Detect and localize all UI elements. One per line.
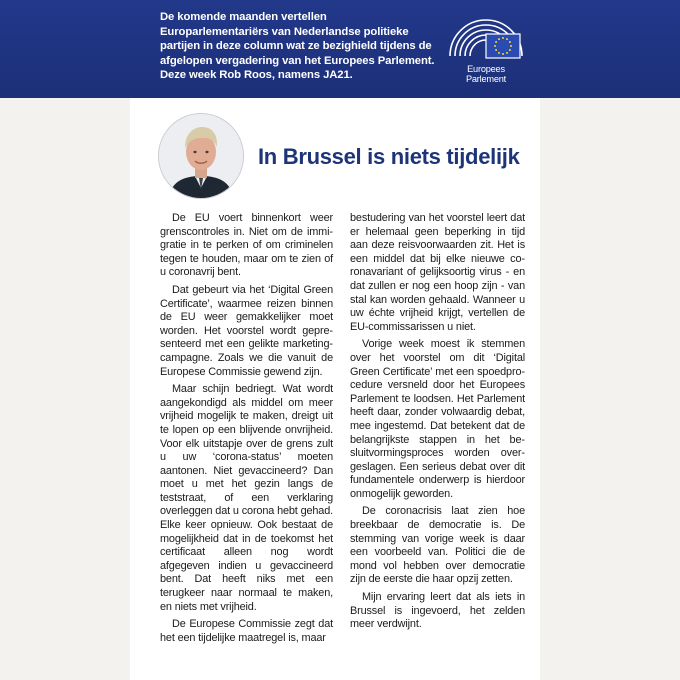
- author-portrait: [159, 114, 243, 198]
- paragraph: Dat gebeurt via het ‘Digital Green Certificate’, waarmee reizen binnen de EU weer gemakkelijker moet worden. Het voorstel wordt gepresenteerd met een gelikte marketingcampagne. Zoals we die vanuit de Europese Commissie gewend zijn.: [160, 283, 333, 378]
- parliament-hemicycle-icon: [446, 18, 526, 64]
- paragraph: Maar schijn bedriegt. Wat wordt aangekondigd als middel om meer vrijheid mogelijk te maken, dreigt uit te lopen op een blijvende onvrijheid. Voor elk uitstapje over de grens zult u uw ‘corona-status’ moeten aantonen. Niet gevaccineerd? Dan moet u met het gezin langs de teststraat, of een verklaring overleggen dat u corona hebt gehad. Elke keer opnieuw. Ook bestaat de mogelijkheid dat in de toekomst het certificaat alleen nog wordt afgegeven indien u gevaccineerd bent. Dat heeft niks met een terugkeer naar normaal te maken, en niets met vrijheid.: [160, 383, 333, 613]
- article-left-column: [160, 212, 333, 649]
- paragraph: De coronacrisis laat zien hoe breekbaar de democratie is. De stemming van vorige week is daar een voorbeeld van. Politici die de mond vol hebben over democratie zijn de eerste die haar opzij zetten.: [350, 505, 525, 586]
- intro-author-name: Rob Roos: [219, 69, 272, 82]
- article-title: In Brussel is niets tijdelijk: [258, 144, 520, 169]
- european-parliament-logo: [446, 18, 526, 84]
- paragraph: De EU voert binnenkort weer grenscontroles in. Niet om de immigratie in te perken of om criminelen tegen te houden, maar om te zien of u coronavrij bent.: [160, 212, 333, 279]
- intro-party: JA21.: [323, 69, 353, 82]
- intro-mid: , namens: [271, 69, 324, 82]
- intro-text: [160, 10, 435, 83]
- logo-text: Europees Parlement: [465, 64, 507, 84]
- paragraph: De Europese Commissie zegt dat het een tijdelijke maatregel is, maar: [160, 618, 333, 644]
- article-right-column: [350, 212, 525, 636]
- header-banner: [0, 0, 680, 98]
- paragraph: bestudering van het voorstel leert dat er helemaal geen beperking in tijd aan deze reisvoorwaarden zit. Het is een middel dat bij elke nieuwe coronavariant of gelijksoortig virus - en dat zullen er nog een hoop zijn - van stal kan worden gehaald. Wanneer u uw échte vrijheid krijgt, vertellen de EU-commissarissen u niet.: [350, 212, 525, 333]
- paragraph: Mijn ervaring leert dat als iets in Brussel is ingevoerd, het zelden meer verdwijnt.: [350, 591, 525, 631]
- author-photo-icon: [159, 114, 243, 198]
- paragraph: Vorige week moest ik stemmen over het voorstel om dit ‘Digital Green Certificate’ met een spoedprocedure versneld door het Europees Parlement te loodsen. Het Parlement heeft daar, zonder volwaardig debat, mee ingestemd. Dat betekent dat de belangrijkste stappen in het besluitvormingsproces worden overgeslagen. Een serieus debat over dit fundamentele onderwerp is hierdoor onmogelijk geworden.: [350, 338, 525, 500]
- intro-prefix: De komende maanden vertellen Europarlementariërs van Nederlandse politieke partijen in deze column wat ze bezighield tijdens de afgelopen vergadering van het Europees Parlement. Deze week: [160, 11, 435, 82]
